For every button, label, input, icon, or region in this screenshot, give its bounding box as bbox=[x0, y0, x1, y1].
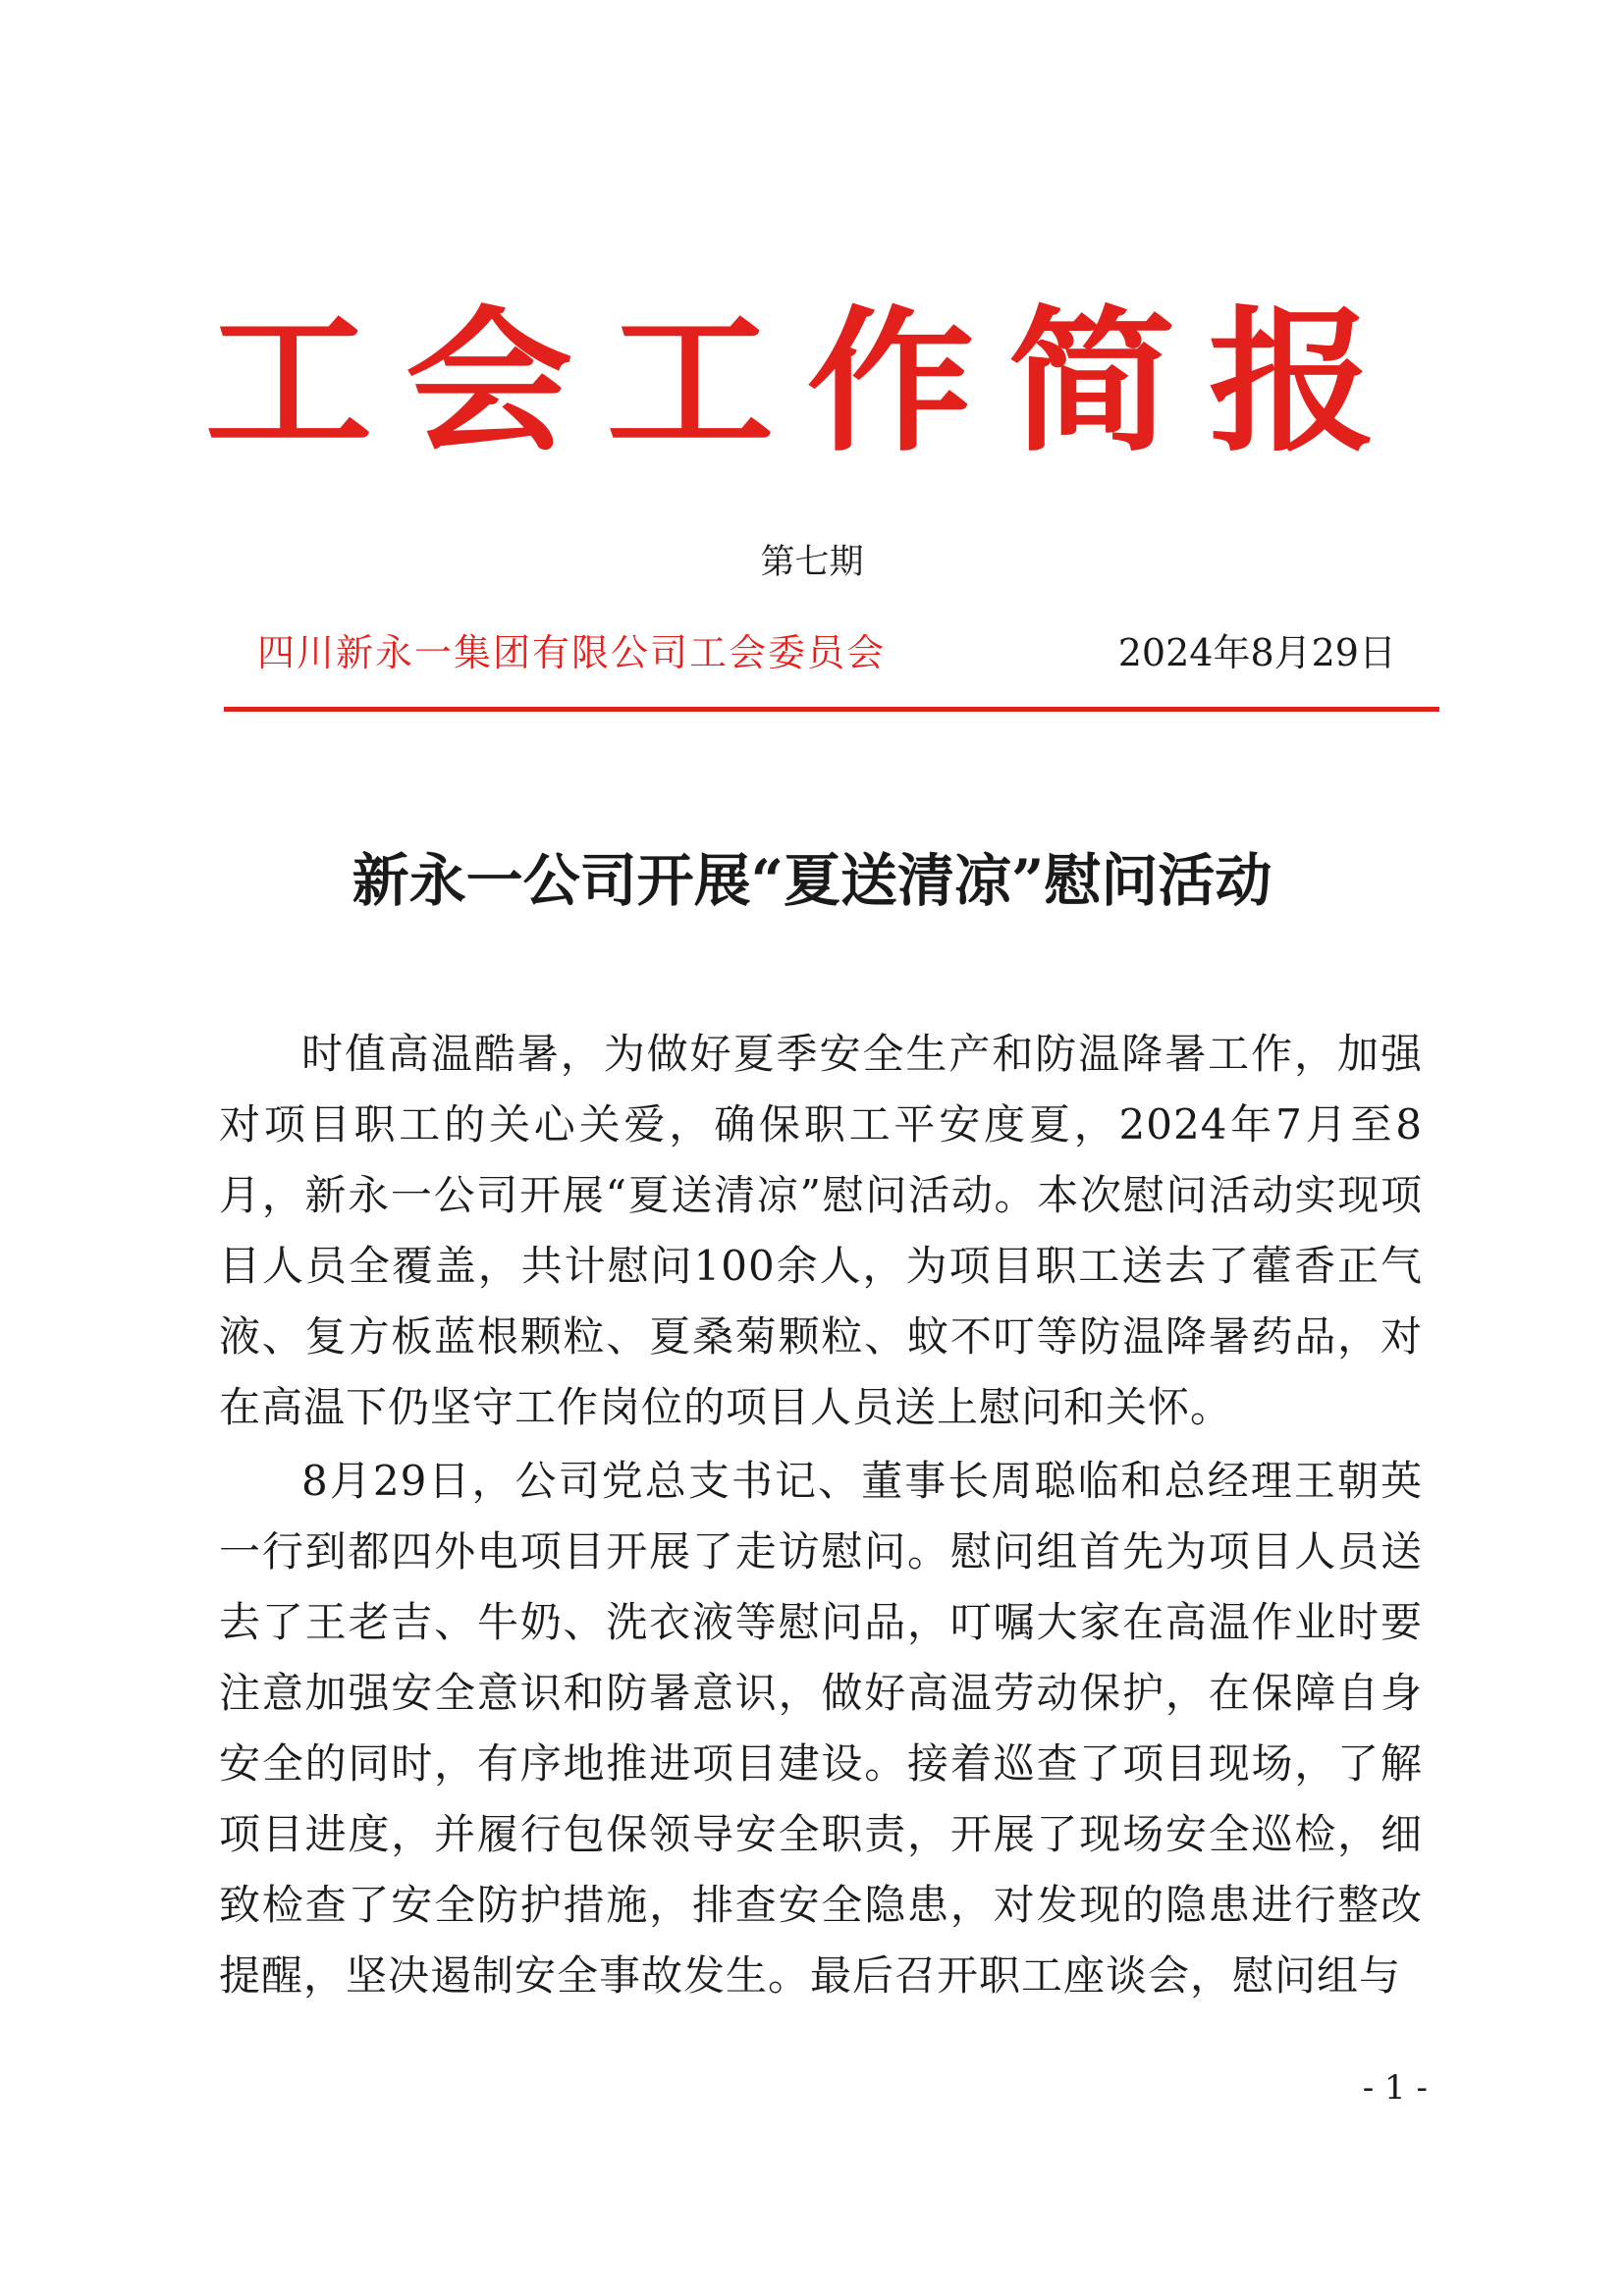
masthead-char: 简 bbox=[1007, 293, 1175, 473]
article-paragraph: 时值高温酷暑，为做好夏季安全生产和防温降暑工作，加强对项目职工的关心关爱，确保职工平安度夏，2024年7月至8月，新永一公司开展“夏送清凉”慰问活动。本次慰问活动实现项目人员全覆盖，共计慰问100余人，为项目职工送去了藿香正气液、复方板蓝根颗粒、夏桑菊颗粒、蚊不叮等防温降暑药品，对在高温下仍坚守工作岗位的项目人员送上慰问和关怀。 bbox=[219, 1030, 1423, 1431]
masthead-char: 报 bbox=[1208, 293, 1377, 473]
issue-date: 2024年8月29日 bbox=[1117, 631, 1396, 674]
article-body bbox=[219, 1019, 1423, 2014]
masthead-char: 工 bbox=[204, 293, 373, 473]
page-number: - 1 - bbox=[1362, 2068, 1428, 2108]
masthead-char: 作 bbox=[806, 293, 975, 473]
masthead-char: 会 bbox=[406, 293, 573, 473]
article-title: 新永一公司开展“夏送清凉”慰问活动 bbox=[352, 847, 1272, 914]
masthead-title bbox=[204, 293, 1377, 473]
issuer-organization: 四川新永一集团有限公司工会委员会 bbox=[257, 631, 887, 674]
masthead-char: 工 bbox=[606, 293, 775, 473]
article-paragraph: 8月29日，公司党总支书记、董事长周聪临和总经理王朝英一行到都四外电项目开展了走访慰问。慰问组首先为项目人员送去了王老吉、牛奶、洗衣液等慰问品，叮嘱大家在高温作业时要注意加强安全意识和防暑意识，做好高温劳动保护，在保障自身安全的同时，有序地推进项目建设。接着巡查了项目现场，了解项目进度，并履行包保领导安全职责，开展了现场安全巡检，细致检查了安全防护措施，排查安全隐患，对发现的隐患进行整改提醒，坚决遏制安全事故发生。最后召开职工座谈会，慰问组与 bbox=[219, 1457, 1423, 2000]
header-divider bbox=[224, 707, 1439, 712]
issue-number: 第七期 bbox=[760, 543, 864, 582]
